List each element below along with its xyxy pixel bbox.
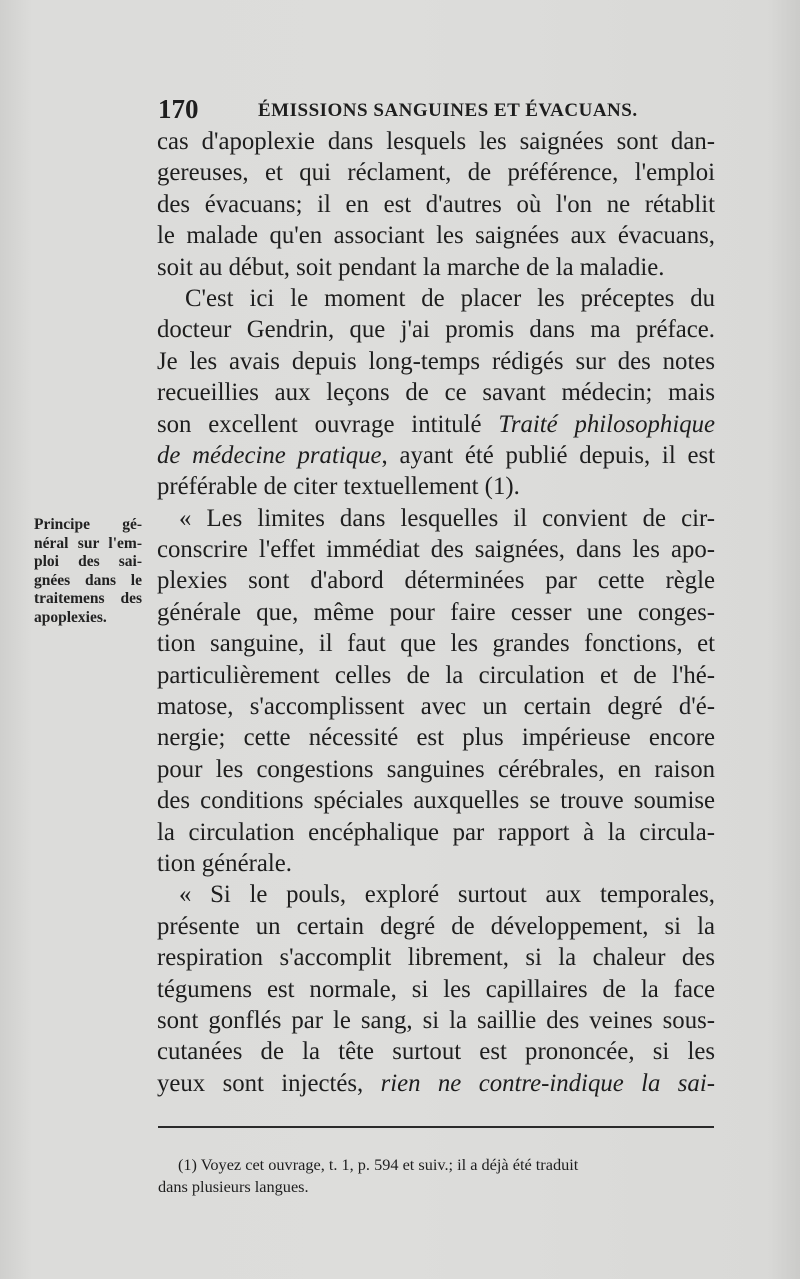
text-line: plexies sont d'abord déterminées par cette règle (157, 567, 715, 595)
page-number: 170 (158, 94, 199, 124)
text-line: Je les avais depuis long-temps rédigés sur des notes (157, 347, 715, 375)
text-line: C'est ici le moment de placer les préceptes du (185, 284, 715, 312)
text-line: conscrire l'effet immédiat des saignées, dans les apo- (157, 536, 715, 564)
text-line: cas d'apoplexie dans lesquels les saignées sont dan- (157, 128, 715, 155)
footnote-line: dans plusieurs langues. (158, 1177, 309, 1196)
text-line: particulièrement celles de la circulation et de l'hé- (157, 661, 715, 689)
text-line: docteur Gendrin, que j'ai promis dans ma préface. (157, 316, 715, 344)
text-line: le malade qu'en associant les saignées aux évacuans, (157, 222, 715, 250)
text-line: des conditions spéciales auxquelles se trouve soumise (157, 787, 715, 815)
text-line: soit au début, soit pendant la marche de la maladie. (157, 253, 665, 281)
text-line: nergie; cette nécessité est plus impérieuse encore (157, 724, 715, 752)
text-line: « Les limites dans lesquelles il convient de cir- (179, 504, 715, 532)
text-line: matose, s'accomplissent avec un certain degré d'é- (157, 693, 715, 721)
margin-note-line: ploi des sai- (34, 553, 142, 571)
text-line: gereuses, et qui réclament, de préférence, l'emploi (157, 159, 715, 187)
text-line: respiration s'accomplit librement, si la chaleur des (157, 944, 715, 972)
text-line: sont gonflés par le sang, si la saillie des veines sous- (157, 1006, 715, 1034)
text-line (157, 1068, 715, 1099)
italic-phrase: rien ne contre-indique la sai- (380, 1069, 715, 1097)
text-line: tégumens est normale, si les capillaires de la face (157, 975, 715, 1003)
text-line: la circulation encéphalique par rapport à la circula- (157, 818, 715, 846)
body-text (157, 126, 715, 1099)
footnote-line: (1) Voyez cet ouvrage, t. 1, p. 594 et suiv.; il a déjà été traduit (178, 1155, 579, 1174)
margin-note-line: apoplexies. (34, 608, 107, 626)
text-line: tion sanguine, il faut que les grandes fonctions, et (157, 630, 715, 658)
margin-note-line: Principe gé- (34, 516, 142, 533)
text-line: générale que, même pour faire cesser une conges- (157, 598, 715, 626)
text-line: recueillies aux leçons de ce savant médecin; mais (157, 379, 715, 407)
text-line: présente un certain degré de développement, si la (157, 912, 715, 940)
text-line: pour les congestions sanguines cérébrales, en raison (157, 755, 715, 783)
text-line: préférable de citer textuellement (1). (157, 473, 520, 501)
text-line: cutanées de la tête surtout est prononcée, si les (157, 1038, 715, 1066)
text-line (157, 440, 715, 471)
margin-note-line: gnées dans le (34, 571, 142, 589)
margin-note (34, 516, 142, 628)
text-segment: yeux sont injectés, (157, 1069, 364, 1097)
text-line: tion générale. (157, 849, 292, 877)
margin-note-line: néral sur l'em- (34, 534, 142, 552)
text-line: « Si le pouls, exploré surtout aux temporales, (179, 881, 715, 909)
book-title-italic: de médecine pratique (157, 441, 382, 469)
text-line: des évacuans; il en est d'autres où l'on ne rétablit (157, 190, 715, 218)
page-header (158, 94, 718, 124)
book-title-italic: Traité philosophique (498, 410, 716, 438)
text-line (157, 409, 715, 440)
margin-note-line: traitemens des (34, 590, 142, 608)
running-head: ÉMISSIONS SANGUINES ET ÉVACUANS. (258, 100, 638, 121)
footnote (158, 1154, 718, 1198)
footnote-rule (158, 1126, 714, 1128)
text-segment: , ayant été publié depuis, il est (381, 441, 715, 469)
text-segment: son excellent ouvrage intitulé (157, 410, 482, 438)
